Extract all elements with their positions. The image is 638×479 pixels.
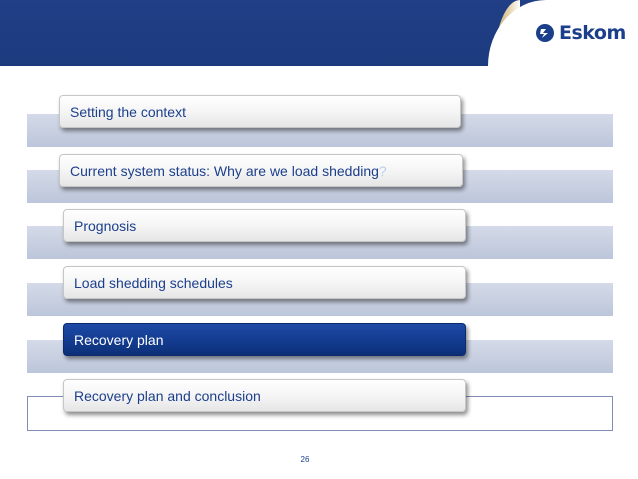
page-number: 26 (300, 455, 310, 464)
agenda-item[interactable] (59, 95, 461, 128)
agenda-item[interactable] (63, 209, 466, 242)
agenda-item-label: Recovery plan and conclusion (74, 388, 261, 404)
agenda-item-label: Setting the context (70, 104, 186, 120)
agenda-item-label: Prognosis (74, 218, 137, 234)
agenda-item-active[interactable] (63, 323, 466, 356)
eskom-logo-icon (535, 23, 555, 43)
agenda-item[interactable] (59, 154, 463, 187)
agenda-item-label: Current system status: Why are we load shedding (70, 163, 379, 179)
agenda-item[interactable] (63, 379, 466, 412)
agenda-item-label: Load shedding schedules (74, 275, 233, 291)
agenda-item-suffix: ? (378, 163, 387, 179)
agenda-item[interactable] (63, 266, 466, 299)
brand-logo (535, 22, 626, 44)
agenda-item-label: Recovery plan (74, 332, 164, 348)
brand-name: Eskom (559, 22, 626, 44)
